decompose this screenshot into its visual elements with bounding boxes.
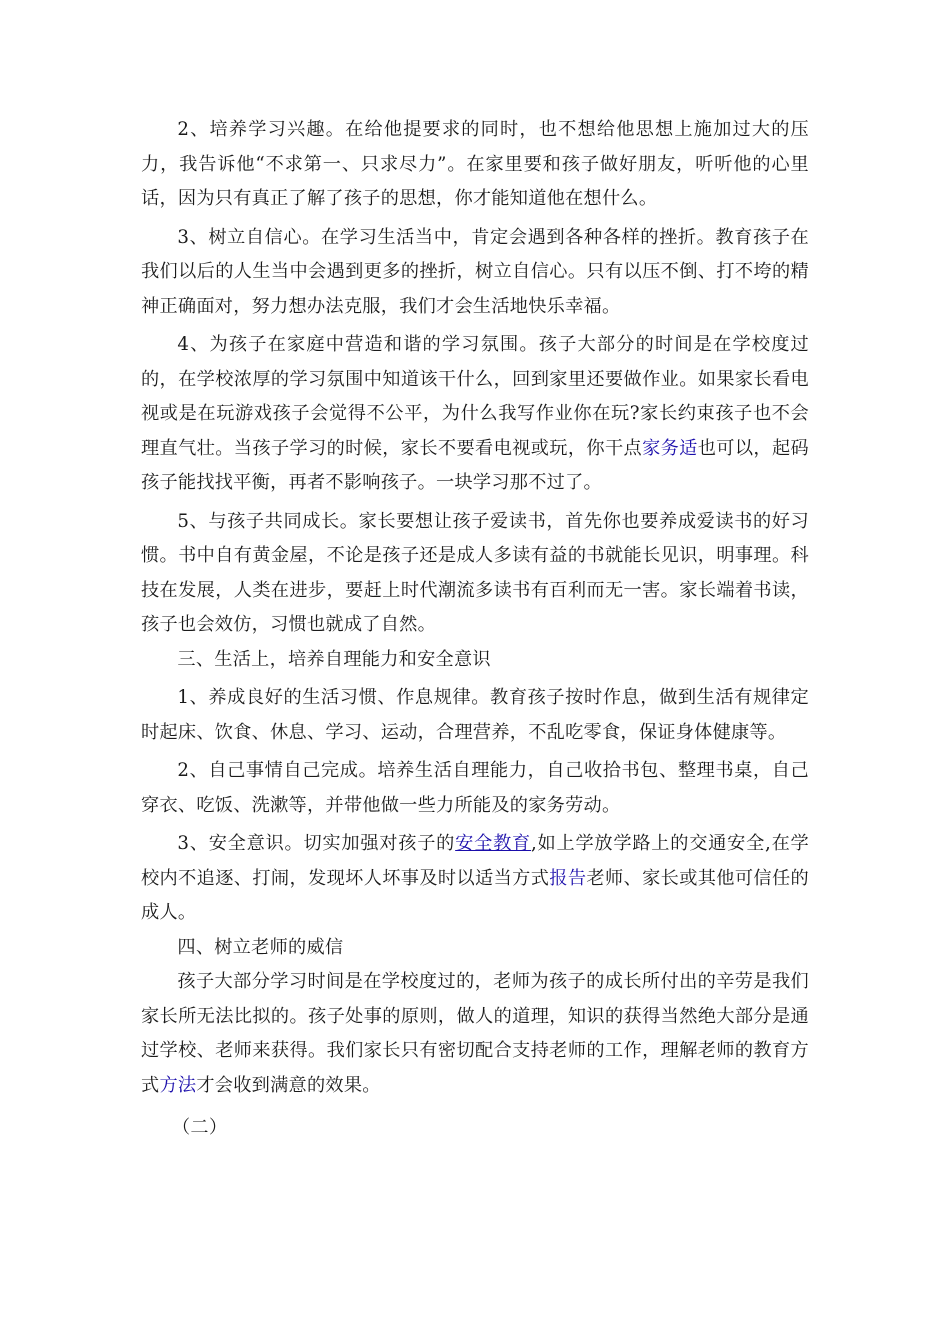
paragraph-cultivate-interest: 2、培养学习兴趣。在给他提要求的同时，也不想给他思想上施加过大的压力，我告诉他“不求第一、只求尽力”。在家里要和孩子做好朋友，听听他的心里话，因为只有真正了解了孩子的思想，你才能知道他在想什么。 bbox=[141, 119, 809, 209]
paragraph-good-habits: 1、养成良好的生活习惯、作息规律。教育孩子按时作息，做到生活有规律定时起床、饮食、休息、学习、运动，合理营养，不乱吃零食，保证身体健康等。 bbox=[141, 687, 809, 743]
paragraph-teacher-authority bbox=[141, 965, 809, 1103]
document-body bbox=[141, 113, 809, 1146]
paragraph-build-confidence: 3、树立自信心。在学习生活当中，肯定会遇到各种各样的挫折。教育孩子在我们以后的人生当中会遇到更多的挫折，树立自信心。只有以压不倒、打不垮的精神正确面对，努力想办法克服，我们才会生活地快乐幸福。 bbox=[141, 226, 809, 317]
paragraph-text: 孩子大部分学习时间是在学校度过的，老师为孩子的成长所付出的辛劳是我们家长所无法比拟的。孩子处事的原则，做人的道理，知识的获得当然绝大部分是通过学校、老师来获得。我们家长只有密切配合支持老师的工作，理解老师的教育方式 bbox=[141, 971, 809, 1096]
method-link[interactable]: 方法 bbox=[159, 1074, 197, 1096]
report-link[interactable]: 报告 bbox=[549, 867, 587, 889]
paragraph-text: 老师、家长或其他可信任的成人。 bbox=[141, 867, 809, 923]
paragraph-text: 也可以，起码孩子能找找平衡，再者不影响孩子。一块学习那不过了。 bbox=[141, 437, 809, 493]
paragraph-text: ,如上学放学路上的交通安全,在学校内不追逐、打闹，发现坏人坏事及时以适当方式 bbox=[141, 833, 809, 889]
section-heading-three: 三、生活上，培养自理能力和安全意识 bbox=[177, 648, 491, 670]
section-marker-two: （二） bbox=[171, 1117, 228, 1138]
paragraph-text: 4、为孩子在家庭中营造和谐的学习氛围。孩子大部分的时间是在学校度过的，在学校浓厚的学习氛围中知道该干什么，回到家里还要做作业。如果家长看电视或是在玩游戏孩子会觉得不公平，为什么我写作业你在玩?家长约束孩子也不会理直气壮。当孩子学习的时候，家长不要看电视或玩，你干点 bbox=[141, 334, 809, 459]
housework-link[interactable]: 家务适 bbox=[642, 437, 698, 459]
paragraph-learning-atmosphere bbox=[141, 328, 809, 501]
paragraph-safety-awareness bbox=[141, 827, 809, 931]
section-heading-four: 四、树立老师的威信 bbox=[177, 936, 344, 958]
paragraph-self-reliance: 2、自己事情自己完成。培养生活自理能力，自己收拾书包、整理书桌，自己穿衣、吃饭、洗漱等，并带他做一些力所能及的家务劳动。 bbox=[141, 760, 809, 816]
paragraph-text: 才会收到满意的效果。 bbox=[196, 1074, 381, 1096]
paragraph-grow-together: 5、与孩子共同成长。家长要想让孩子爱读书，首先你也要养成爱读书的好习惯。书中自有黄金屋，不论是孩子还是成人多读有益的书就能长见识，明事理。科技在发展，人类在进步，要赶上时代潮流多读书有百利而无一害。家长端着书读，孩子也会效仿，习惯也就成了自然。 bbox=[141, 510, 809, 635]
safety-education-link[interactable]: 安全教育 bbox=[455, 833, 531, 854]
paragraph-text: 3、安全意识。切实加强对孩子的 bbox=[177, 833, 456, 854]
